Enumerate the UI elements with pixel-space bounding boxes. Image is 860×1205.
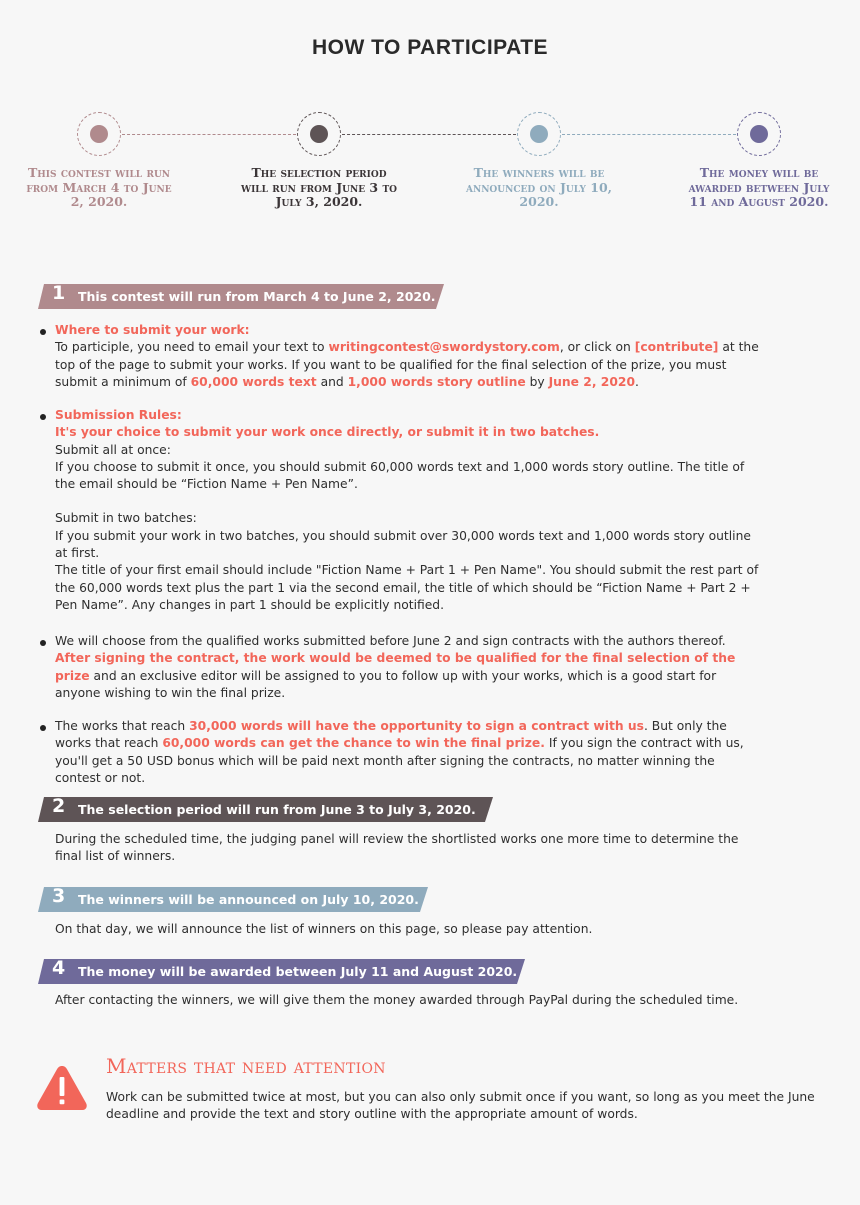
rules-once-label: Submit all at once: bbox=[55, 442, 171, 457]
rules-once-text: If you choose to submit it once, you should submit 60,000 words text and 1,000 words story outline. The title of the email should be “Fiction Name + Pen Name”. bbox=[55, 459, 745, 492]
section-3-text: On that day, we will announce the list of winners on this page, so please pay attention. bbox=[55, 922, 593, 936]
attention-title: Matters that need attention bbox=[106, 1054, 386, 1078]
section-3-title: The winners will be announced on July 10, 2020. bbox=[78, 892, 419, 907]
section-2-number: 2 bbox=[52, 795, 66, 817]
rules-two-text-1: If you submit your work in two batches, you should submit over 30,000 words text and 1,000 words story outline at first. bbox=[55, 528, 751, 561]
section-3-number: 3 bbox=[52, 885, 66, 907]
rules-two-text-2: The title of your first email should include "Fiction Name + Part 1 + Pen Name". You should submit the rest part of the 60,000 words text plus the part 1 via the second email, the title of which should be “Fiction Name + Part 2 + Pen Name”. Any changes in part 1 should be explicitly notified. bbox=[55, 563, 759, 612]
warning-icon bbox=[35, 1063, 89, 1113]
timeline-node-2 bbox=[297, 112, 341, 156]
contribute-link[interactable]: [contribute] bbox=[634, 340, 719, 355]
timeline-node-1 bbox=[77, 112, 121, 156]
contest-email-link[interactable]: writingcontest@swordystory.com bbox=[328, 340, 560, 355]
bullet-rules bbox=[40, 414, 46, 420]
timeline-node-4 bbox=[737, 112, 781, 156]
section-2-text: During the scheduled time, the judging panel will review the shortlisted works one more time to determine the final list of winners. bbox=[55, 832, 739, 864]
timeline-caption-3: The winners will be announced on July 10, 2020. bbox=[466, 165, 612, 210]
section-4-title: The money will be awarded between July 11 and August 2020. bbox=[78, 964, 518, 979]
timeline-node-3 bbox=[517, 112, 561, 156]
submission-rules bbox=[55, 407, 760, 614]
reach-paragraph: The works that reach 30,000 words will have the opportunity to sign a contract with us. But only the works that reach 60,000 words can get the chance to win the final prize. If you sign the contract with us, you'll get a 50 USD bonus which will be paid next month after signing the contracts, no matter winning the contest or not. bbox=[55, 719, 744, 785]
timeline-connector-1 bbox=[122, 134, 296, 135]
bullet-where bbox=[40, 329, 46, 335]
timeline-caption-1: This contest will run from March 4 to June 2, 2020. bbox=[26, 165, 172, 210]
section-1-title: This contest will run from March 4 to June 2, 2020. bbox=[78, 289, 436, 304]
rules-two-label: Submit in two batches: bbox=[55, 511, 197, 526]
bullet-reach bbox=[40, 725, 46, 731]
page-title: HOW TO PARTICIPATE bbox=[311, 36, 549, 59]
section-4-text: After contacting the winners, we will give them the money awarded through PayPal during the scheduled time. bbox=[55, 993, 739, 1007]
choose-paragraph: We will choose from the qualified works submitted before June 2 and sign contracts with the authors thereof. After signing the contract, the work would be deemed to be qualified for the final selection of the prize and an exclusive editor will be assigned to you to follow up with your works, which is a good start for anyone wishing to win the final prize. bbox=[55, 634, 736, 700]
rules-subheading: It's your choice to submit your work once directly, or submit it in two batches. bbox=[55, 425, 600, 440]
section-1-number: 1 bbox=[52, 282, 66, 304]
where-text: To participle, you need to email your text to writingcontest@swordystory.com, or click on [contribute] at the top of the page to submit your works. If you want to be qualified for the final selection of the prize, you must submit a minimum of 60,000 words text and 1,000 words story outline by June 2, 2020. bbox=[55, 340, 759, 389]
where-heading: Where to submit your work: bbox=[55, 323, 250, 337]
timeline-connector-3 bbox=[562, 134, 736, 135]
section-4-number: 4 bbox=[52, 957, 66, 979]
where-to-submit bbox=[55, 322, 760, 391]
timeline-caption-4: The money will be awarded between July 11 and August 2020. bbox=[688, 165, 830, 210]
timeline-caption-2: The selection period will run from June 3 to July 3, 2020. bbox=[240, 165, 398, 210]
bullet-choose bbox=[40, 640, 46, 646]
attention-text: Work can be submitted twice at most, but you can also only submit once if you want, so long as you meet the June deadline and provide the text and story outline with the appropriate amount of words. bbox=[106, 1090, 815, 1122]
timeline-connector-2 bbox=[342, 134, 516, 135]
section-2-title: The selection period will run from June 3 to July 3, 2020. bbox=[78, 802, 476, 817]
rules-heading: Submission Rules: bbox=[55, 408, 182, 422]
